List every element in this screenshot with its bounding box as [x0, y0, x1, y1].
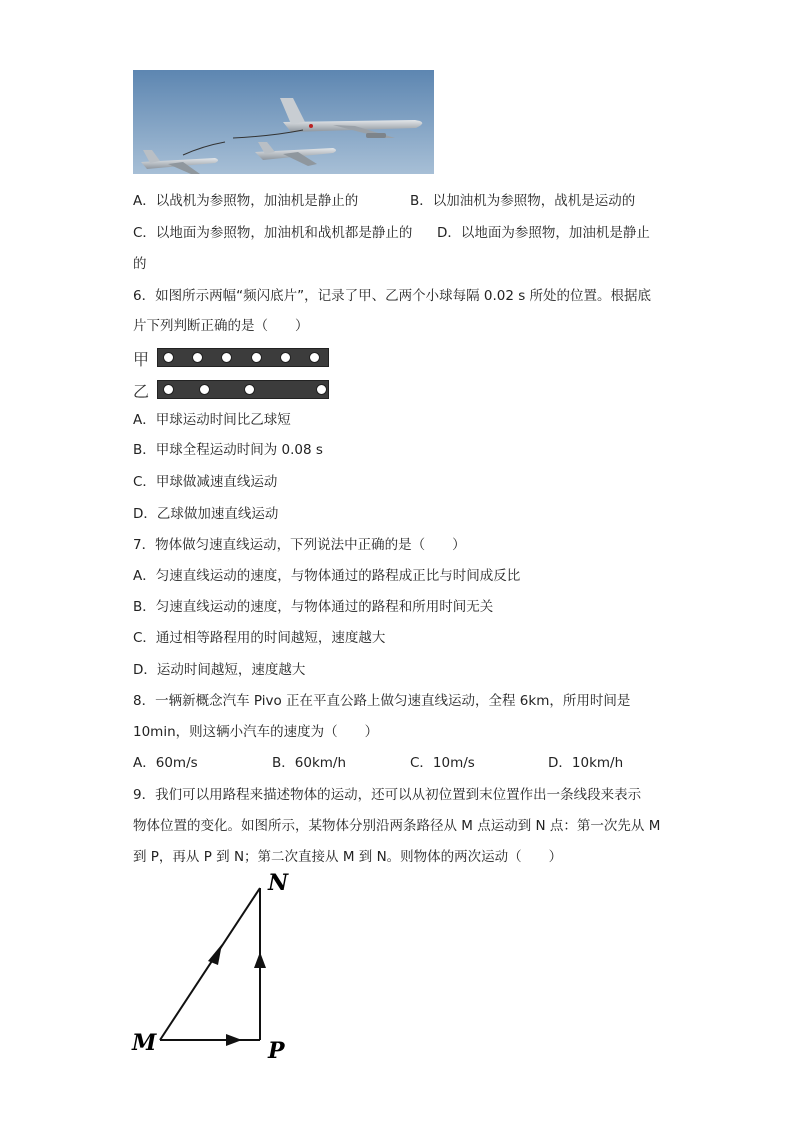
q8-stem-line2: 10min，则这辆小汽车的速度为（ ）	[133, 724, 379, 740]
point-n-label: N	[268, 870, 289, 896]
q6-stem-line2: 片下列判断正确的是（ ）	[133, 318, 309, 334]
ball-1	[163, 352, 174, 363]
q7-option-a: A．匀速直线运动的速度，与物体通过的路程成正比与时间成反比	[133, 568, 521, 584]
ball-1	[163, 384, 174, 395]
q8-stem-line1: 8．一辆新概念汽车 Pivo 正在平直公路上做匀速直线运动，全程 6km，所用时间是	[133, 693, 631, 709]
ball-2	[192, 352, 203, 363]
q9-stem-line3: 到 P，再从 P 到 N；第二次直接从 M 到 N。则物体的两次运动（ ）	[133, 849, 563, 865]
q6-option-a: A．甲球运动时间比乙球短	[133, 412, 291, 428]
q5-option-b: B．以加油机为参照物，战机是运动的	[410, 193, 636, 209]
ball-3	[221, 352, 232, 363]
q7-option-c: C．通过相等路程用的时间越短，速度越大	[133, 630, 386, 646]
ball-4	[251, 352, 262, 363]
refueling-photo	[133, 70, 434, 174]
q7-option-d: D．运动时间越短，速度越大	[133, 662, 306, 678]
ball-2	[199, 384, 210, 395]
aircraft-illustration	[133, 70, 434, 174]
q8-option-c: C．10m/s	[410, 755, 475, 771]
q9-stem-line1: 9．我们可以用路程来描述物体的运动，还可以从初位置到末位置作出一条线段来表示	[133, 787, 642, 803]
q5-option-d-cont: 的	[133, 256, 147, 272]
q5-option-d: D．以地面为参照物，加油机是静止	[437, 225, 650, 241]
film-strip-jia	[157, 348, 329, 367]
arrow-pn-icon	[254, 952, 266, 968]
displacement-diagram	[130, 868, 300, 1068]
ball-5	[280, 352, 291, 363]
film-jia-label: 甲	[133, 350, 150, 369]
q8-option-a: A．60m/s	[133, 755, 198, 771]
q5-option-a: A．以战机为参照物，加油机是静止的	[133, 193, 359, 209]
q5-option-c: C．以地面为参照物，加油机和战机都是静止的	[133, 225, 413, 241]
q9-stem-line2: 物体位置的变化。如图所示，某物体分别沿两条路径从 M 点运动到 N 点：第一次先从 M	[133, 818, 661, 834]
point-p-label: P	[268, 1038, 285, 1064]
q6-option-c: C．甲球做减速直线运动	[133, 474, 278, 490]
q8-option-d: D．10km/h	[548, 755, 624, 771]
film-yi-label: 乙	[133, 382, 150, 401]
q6-option-b: B．甲球全程运动时间为 0.08 s	[133, 442, 323, 458]
path-m-to-n	[160, 888, 260, 1040]
q6-stem-line1: 6．如图所示两幅“频闪底片”，记录了甲、乙两个小球每隔 0.02 s 所处的位置。根据底	[133, 288, 652, 304]
ball-6	[309, 352, 320, 363]
q7-stem: 7．物体做匀速直线运动，下列说法中正确的是（ ）	[133, 537, 466, 553]
q6-option-d: D．乙球做加速直线运动	[133, 506, 279, 522]
arrow-mn-icon	[208, 944, 222, 965]
arrow-mp-icon	[226, 1034, 242, 1046]
film-strip-yi	[157, 380, 329, 399]
point-m-label: M	[132, 1030, 157, 1056]
ball-3	[244, 384, 255, 395]
q7-option-b: B．匀速直线运动的速度，与物体通过的路程和所用时间无关	[133, 599, 494, 615]
ball-4	[316, 384, 327, 395]
q8-option-b: B．60km/h	[272, 755, 347, 771]
